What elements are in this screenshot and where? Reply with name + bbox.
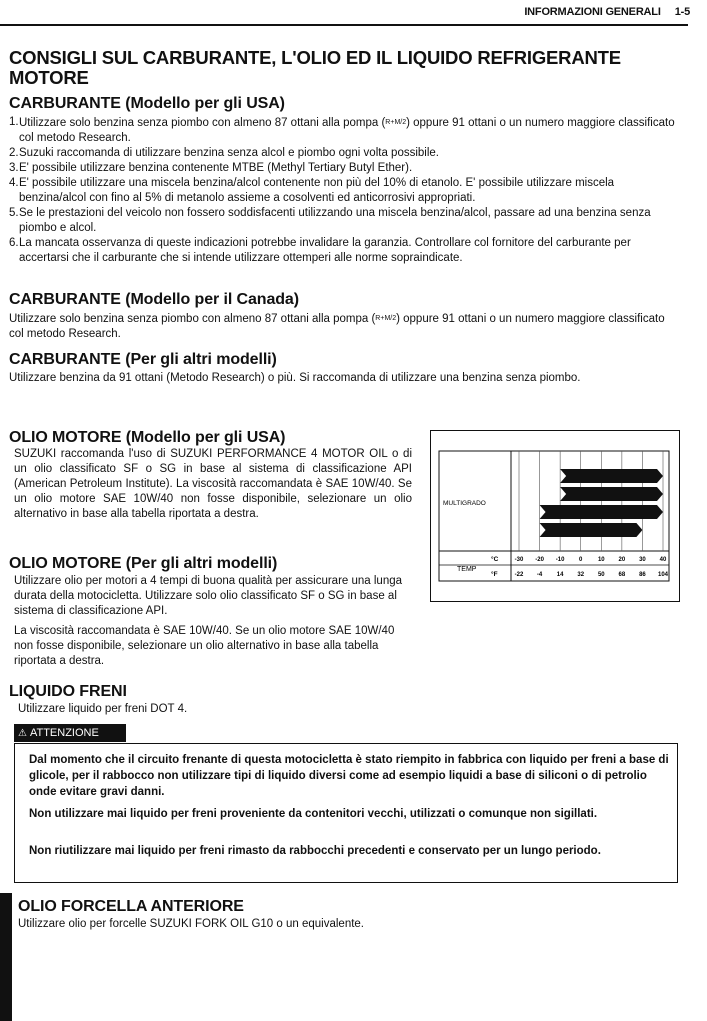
list-item: 3. E' possibile utilizzare benzina contenente MTBE (Methyl Tertiary Butyl Ether). — [9, 162, 413, 174]
heading-fuel-usa: CARBURANTE (Modello per gli USA) — [9, 95, 285, 112]
temp-label: TEMP — [457, 566, 477, 573]
viscosity-bar — [560, 469, 663, 483]
page-number: 1-5 — [674, 6, 690, 18]
tick-label-celsius: 20 — [618, 557, 626, 563]
tick-label-fahrenheit: 50 — [597, 572, 605, 578]
tick-label-fahrenheit: 104 — [657, 572, 669, 578]
oil-other-text-2: La viscosità raccomandata è SAE 10W/40. Se un olio motore SAE 10W/40 non fosse disponibile, selezionare un olio alternativo in base alla tabella riportata a destra. — [14, 625, 395, 667]
tick-label-celsius: -20 — [535, 557, 544, 563]
tick-label-fahrenheit: 14 — [556, 572, 564, 578]
fuel-other-text: Utilizzare benzina da 91 ottani (Metodo Research) o più. Si raccomanda di utilizzare una benzina senza piombo. — [9, 372, 581, 384]
tick-label-fahrenheit: 68 — [618, 572, 626, 578]
warning-badge — [14, 724, 126, 742]
list-item: 4. E' possibile utilizzare una miscela benzina/alcol contenente non più del 10% di etanolo. E' possibile utilizzare miscela benzina/alcol con fino al 5% di metanolo assieme a cosolventi ed anticorrosivi appropriati. — [9, 177, 615, 204]
tick-label-celsius: 30 — [639, 557, 646, 563]
octane-fraction: R+M/2 — [375, 315, 397, 322]
tick-label-celsius: -10 — [555, 557, 565, 563]
octane-fraction: R+M/2 — [385, 119, 407, 126]
unit-celsius: °C — [491, 556, 499, 563]
warning-paragraph: Dal momento che il circuito frenante di questa motocicletta è stato riempito in fabbrica con liquido per freni a base di glicole, per il rabbocco non utilizzare tipi di liquido diversi come ad esempio liquidi a base di siliconi o di petrolio onde evitare gravi danni. — [29, 754, 669, 798]
list-number: 5. — [9, 207, 19, 219]
oil-other-text: Utilizzare olio per motori a 4 tempi di buona qualità per assicurare una lunga durata della motocicletta. Utilizzare solo olio classificato SF o SG in base al sistema di classificazione API. — [14, 575, 403, 617]
list-item: 2. Suzuki raccomanda di utilizzare benzina senza alcol e piombo ogni volta possibile. — [9, 147, 439, 159]
tick-label-celsius: -30 — [514, 557, 524, 563]
list-item: 5. Se le prestazioni del veicolo non fossero soddisfacenti utilizzando una miscela benzina/alcol, passare ad una benzina senza piombo e alcol. — [9, 207, 651, 234]
oil-usa-text: SUZUKI raccomanda l'uso di SUZUKI PERFORMANCE 4 MOTOR OIL o di un olio classificato SF o SG in base al sistema di classificazione API (American Petroleum Institute). La viscosità raccomandata è SAE 10W/40. Se un olio motore SAE 10W/40 non fosse disponibile, selezionare un olio alternativo in base alla tabella riportata a destra. — [14, 448, 412, 520]
fuel-usa-list — [9, 115, 681, 266]
tick-label-fahrenheit: -22 — [514, 572, 524, 578]
viscosity-bar — [560, 487, 663, 501]
page-edge-mark — [0, 893, 12, 1021]
multigrado-label: MULTIGRADO — [443, 500, 486, 507]
tick-label-celsius: 10 — [597, 557, 605, 563]
viscosity-bar — [540, 505, 663, 519]
page-title: CONSIGLI SUL CARBURANTE, L'OLIO ED IL LIQUIDO REFRIGERANTE MOTORE — [9, 47, 621, 88]
header-rule — [0, 24, 688, 26]
heading-fuel-canada: CARBURANTE (Modello per il Canada) — [9, 291, 299, 308]
viscosity-chart-svg — [431, 431, 679, 601]
page-header — [0, 6, 690, 18]
list-number: 4. — [9, 177, 19, 189]
viscosity-chart — [430, 430, 680, 602]
list-number: 1. — [9, 116, 19, 128]
unit-fahrenheit: °F — [491, 571, 498, 578]
section-title: INFORMAZIONI GENERALI — [524, 6, 661, 18]
tick-label-celsius: 0 — [579, 557, 583, 563]
tick-label-fahrenheit: 32 — [577, 572, 585, 578]
heading-fuel-other: CARBURANTE (Per gli altri modelli) — [9, 351, 277, 368]
list-number: 6. — [9, 237, 19, 249]
warning-icon: ⚠ — [18, 728, 27, 739]
tick-label-celsius: 40 — [659, 557, 667, 563]
brake-text: Utilizzare liquido per freni DOT 4. — [18, 703, 188, 715]
chart-ticks — [515, 557, 669, 578]
list-item: 6. La mancata osservanza di queste indicazioni potrebbe invalidare la garanzia. Controllare col fornitore del carburante per accertarsi che il carburante che si intende utilizzare ottemperi alle norme sopraindicate. — [9, 237, 631, 264]
fuel-canada-text: Utilizzare solo benzina senza piombo con almeno 87 ottani alla pompa (R+M/2) oppure 91 ottani o un numero maggiore classificato col metodo Research. — [9, 313, 665, 340]
heading-brake: LIQUIDO FRENI — [9, 683, 127, 700]
warning-box — [14, 743, 678, 883]
warning-label: ATTENZIONE — [29, 727, 99, 739]
list-number: 3. — [9, 162, 19, 174]
list-item: 1. Utilizzare solo benzina senza piombo con almeno 87 ottani alla pompa (R+M/2) oppure 91 ottani o un numero maggiore classificato col metodo Research. — [9, 116, 675, 144]
viscosity-bar — [540, 523, 643, 537]
warning-paragraph: Non riutilizzare mai liquido per freni rimasto da rabbocchi precedenti e conservato per un lungo periodo. — [29, 845, 601, 857]
tick-label-fahrenheit: -4 — [536, 572, 543, 578]
warning-paragraph: Non utilizzare mai liquido per freni proveniente da contenitori vecchi, utilizzati o comunque non sigillati. — [29, 808, 598, 820]
tick-label-fahrenheit: 86 — [639, 572, 646, 578]
fork-oil-text: Utilizzare olio per forcelle SUZUKI FORK OIL G10 o un equivalente. — [18, 918, 364, 930]
heading-oil-usa: OLIO MOTORE (Modello per gli USA) — [9, 429, 286, 446]
heading-fork-oil: OLIO FORCELLA ANTERIORE — [18, 898, 244, 915]
heading-oil-other: OLIO MOTORE (Per gli altri modelli) — [9, 555, 278, 572]
list-number: 2. — [9, 147, 19, 159]
